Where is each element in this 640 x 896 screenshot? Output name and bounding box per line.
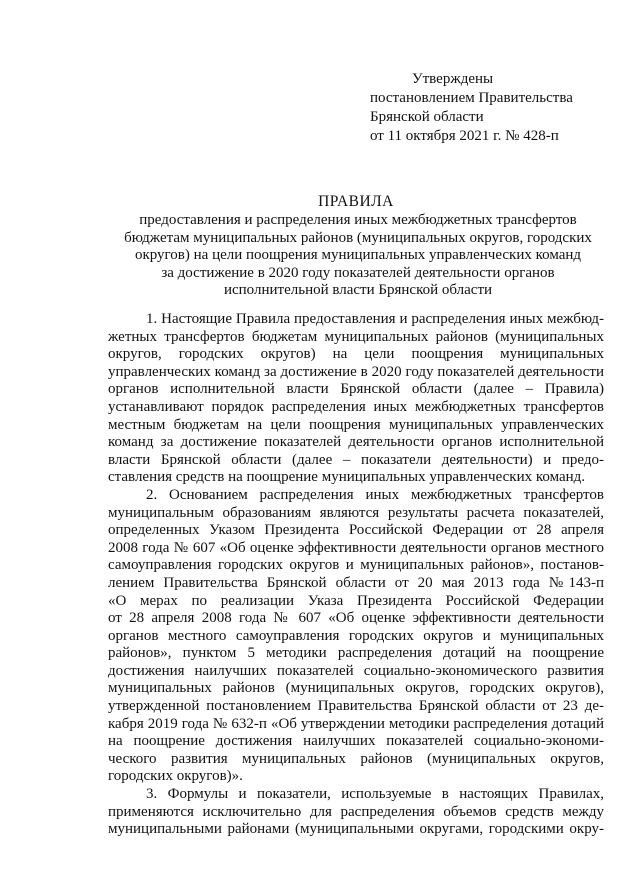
subtitle-line: исполнительной власти Брянской области: [223, 282, 493, 298]
paragraph-line: самоуправления городских округов и муниципальных районов», постанов-: [108, 557, 604, 574]
paragraph-line: муниципальных районов (муниципальных округов, городских округов),: [108, 680, 604, 697]
paragraph-line: органов исполнительной власти Брянской области (далее – Правила): [108, 381, 604, 398]
document-body: [108, 311, 604, 839]
paragraph-line: округов, городских округов) на цели поощрения муниципальных: [108, 346, 604, 363]
paragraph-line: 2008 года № 607 «Об оценке эффективности деятельности органов местного: [108, 539, 604, 556]
paragraph-line: применяются исключительно для распределения объемов средств между: [108, 803, 604, 820]
approval-block: [370, 70, 610, 146]
paragraph-line: 2. Основанием распределения иных межбюджетных трансфертов: [146, 486, 604, 503]
paragraph-line: органов местного самоуправления городских округов и муниципальных: [108, 627, 604, 644]
document-title: ПРАВИЛА: [318, 193, 394, 210]
paragraph-line: определенных Указом Президента Российской Федерации от 28 апреля: [108, 522, 604, 539]
paragraph-line: местным бюджетам на цели поощрения муниципальных управленческих: [108, 416, 604, 433]
paragraph-line: на поощрение достижения наилучших показателей социально-экономи-: [108, 733, 604, 750]
approval-line: Брянской области: [370, 109, 484, 125]
paragraph-line: муниципальным образованиям являются результаты расчета показателей,: [108, 504, 604, 521]
paragraph-3: [108, 786, 604, 839]
paragraph-line: достижения наилучших показателей социально-экономического развития: [108, 662, 604, 679]
paragraph-line: городских округов)».: [108, 768, 243, 785]
paragraph-line: кабря 2019 года № 632-п «Об утверждении методики распределения дотаций: [108, 715, 604, 732]
approval-line: Утверждены: [412, 71, 494, 87]
paragraph-line: ческого развития муниципальных районов (муниципальных округов,: [108, 750, 604, 767]
paragraph-line: 1. Настоящие Правила предоставления и распределения иных межбюд-: [146, 311, 604, 327]
paragraph-line: 3. Формулы и показатели, используемые в настоящих Правилах,: [146, 786, 604, 803]
subtitle-line: предоставления и распределения иных межбюджетных трансфертов: [139, 212, 577, 228]
paragraph-line: устанавливают порядок распределения иных межбюджетных трансфертов: [108, 398, 604, 415]
document-subtitle: [108, 212, 608, 300]
paragraph-line: «О мерах по реализации Указа Президента Российской Федерации: [108, 592, 604, 609]
paragraph-line: районов», пунктом 5 методики распределения дотаций на поощрение: [108, 645, 604, 662]
paragraph-line: команд за достижение показателей деятельности органов исполнительной: [108, 434, 604, 451]
paragraph-1: [108, 311, 604, 487]
subtitle-line: за достижение в 2020 году показателей деятельности органов: [161, 264, 555, 281]
approval-line: постановлением Правительства: [370, 90, 573, 106]
paragraph-line: власти Брянской области (далее – показатели деятельности) и предо-: [108, 451, 604, 468]
paragraph-line: лением Правительства Брянской области от 20 мая 2013 года №143-п: [108, 574, 604, 591]
paragraph-line: от 28 апреля 2008 года № 607 «Об оценке эффективности деятельности: [108, 610, 604, 627]
paragraph-line: ставления средств на поощрение муниципальных управленческих команд.: [108, 469, 586, 486]
paragraph-line: утвержденной постановлением Правительства Брянской области от 23 де-: [108, 698, 604, 715]
approval-line: от 11 октября 2021 г. № 428-п: [370, 128, 559, 144]
paragraph-2: [108, 487, 604, 786]
paragraph-line: жетных трансфертов бюджетам муниципальных районов (муниципальных: [108, 328, 604, 345]
subtitle-line: округов) на цели поощрения муниципальных управленческих команд: [134, 247, 582, 263]
paragraph-line: муниципальными районами (муниципальными округами, городскими окру-: [108, 821, 604, 838]
paragraph-line: управленческих команд за достижение в 2020 году показателей деятельности: [108, 363, 604, 380]
subtitle-line: бюджетам муниципальных районов (муниципальных округов, городских: [124, 229, 592, 246]
